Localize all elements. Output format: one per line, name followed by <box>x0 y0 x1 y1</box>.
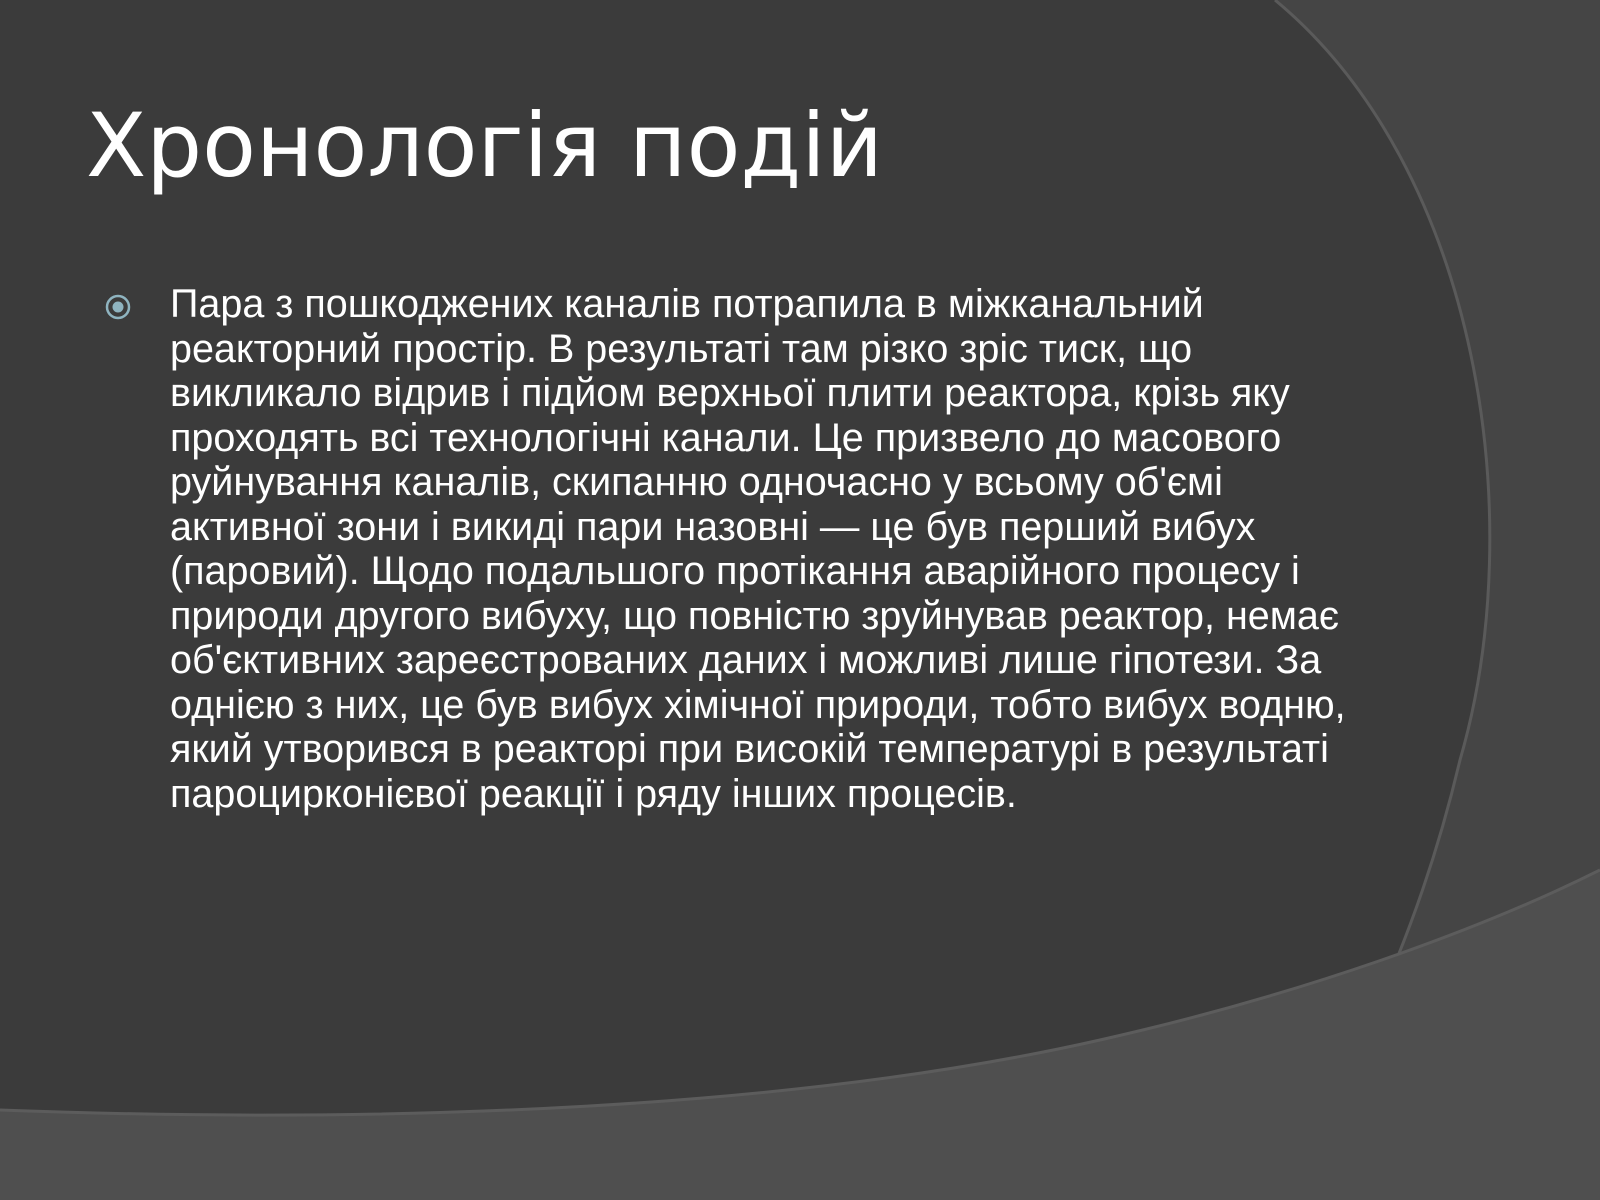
slide-body <box>104 282 1394 816</box>
slide-title: Хронологія подій <box>86 94 883 197</box>
bullet-item <box>104 282 1394 816</box>
circled-dot-icon <box>104 293 132 321</box>
bullet-text: Пара з пошкоджених каналів потрапила в міжканальний реакторний простір. В результаті там різко зріс тиск, що викликало відрив і підйом верхньої плити реактора, крізь яку проходять всі технологічні канали. Це призвело до масового руйнування каналів, скипанню одночасно у всьому об'ємі активної зони і викиді пари назовні — це був перший вибух (паровий). Щодо подальшого протікання аварійного процесу і природи другого вибуху, що повністю зруйнував реактор, немає об'єктивних зареєстрованих даних і можливі лише гіпотези. За однією з них, це був вибух хімічної природи, тобто вибух водню, який утворився в реакторі при високій температурі в результаті пароцирконієвої реакції і ряду інших процесів. <box>170 282 1346 816</box>
